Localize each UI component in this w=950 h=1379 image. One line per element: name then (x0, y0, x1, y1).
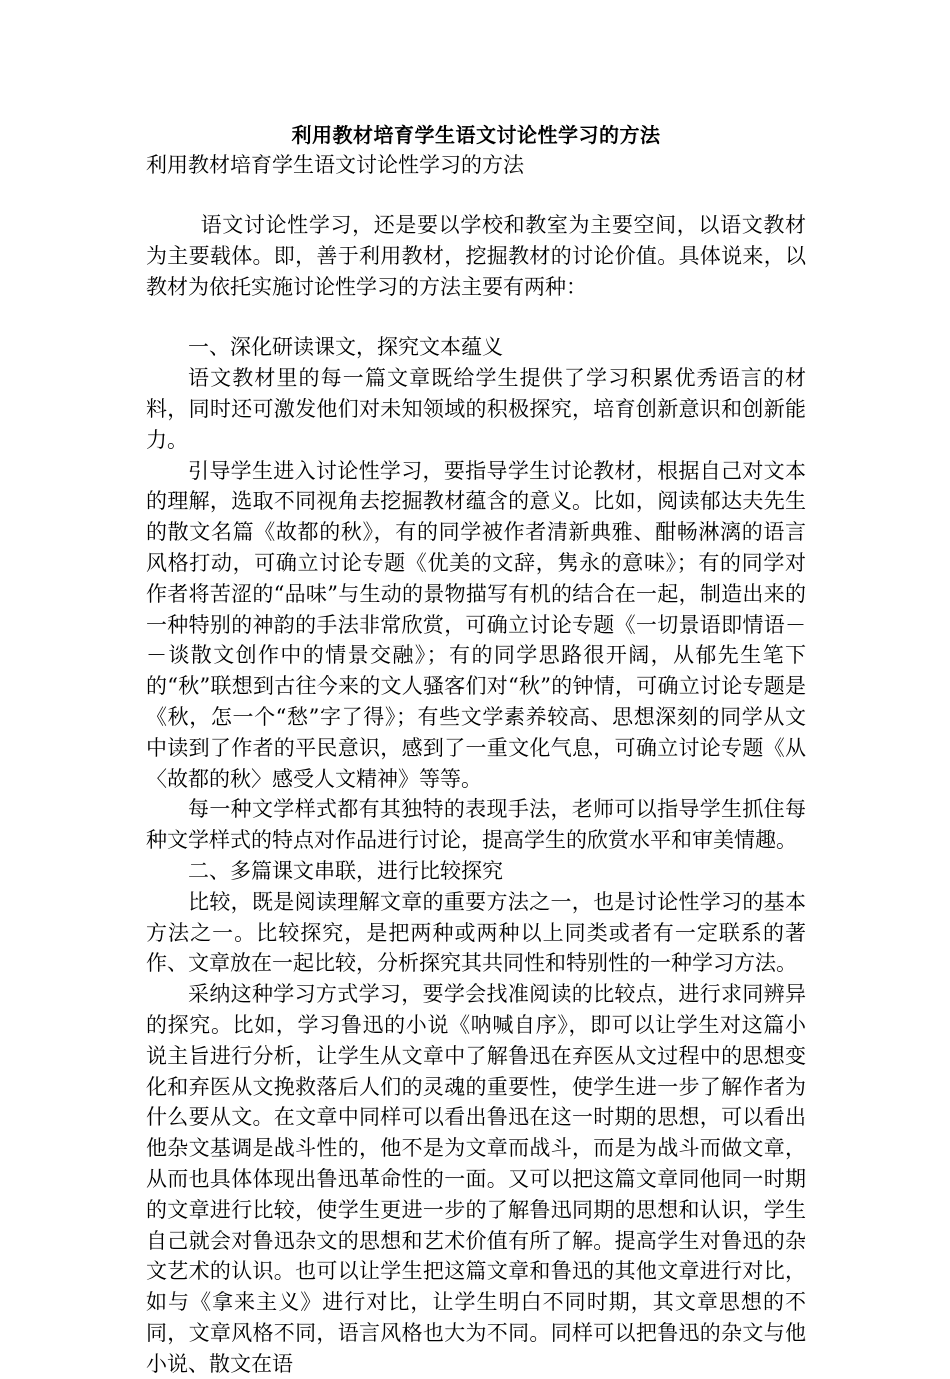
section-heading-1: 一、深化研读课文，探究文本蕴义 (188, 335, 503, 360)
body-paragraph: 语文教材里的每一篇文章既给学生提供了学习积累优秀语言的材料，同时还可激发他们对未知领域的积极探究，培育创新意识和创新能力。 (146, 366, 806, 452)
section-heading-2: 二、多篇课文串联，进行比较探究 (188, 858, 503, 883)
document-title: 利用教材培育学生语文讨论性学习的方法 (291, 123, 661, 147)
blank-line (146, 302, 806, 332)
body-paragraph: 每一种文学样式都有其独特的表现手法，老师可以指导学生抓住每种文学样式的特点对作品进行讨论，提高学生的欣赏水平和审美情趣。 (146, 797, 806, 853)
body-paragraph: 引导学生进入讨论性学习，要指导学生讨论教材，根据自己对文本的理解，选取不同视角去挖掘教材蕴含的意义。比如，阅读郁达夫先生的散文名篇《故都的秋》，有的同学被作者清新典雅、酣畅淋漓的语言风格打动，可确立讨论专题《优美的文辞，隽永的意味》；有的同学对作者将苦涩的“品味”与生动的景物描写有机的结合在一起，制造出来的一种特别的神韵的手法非常欣赏，可确立讨论专题《一切景语即情语－－谈散文创作中的情景交融》；有的同学思路很开阔，从郁先生笔下的“秋”联想到古往今来的文人骚客们对“秋”的钟情，可确立讨论专题是《秋，怎一个“愁”字了得》；有些文学素养较高、思想深刻的同学从文中读到了作者的平民意识，感到了一重文化气息，可确立讨论专题《从〈故都的秋〉感受人文精神》等等。 (146, 458, 806, 791)
intro-paragraph: 语文讨论性学习，还是要以学校和教室为主要空间，以语文教材为主要载体。即，善于利用教材，挖掘教材的讨论价值。具体说来，以教材为依托实施讨论性学习的方法主要有两种： (146, 213, 806, 299)
blank-line (146, 180, 806, 210)
document-page (146, 120, 806, 1379)
body-paragraph: 采纳这种学习方式学习，要学会找准阅读的比较点，进行求同辨异的探究。比如，学习鲁迅的小说《呐喊自序》，即可以让学生对这篇小说主旨进行分析，让学生从文章中了解鲁迅在弃医从文过程中的思想变化和弃医从文挽救落后人们的灵魂的重要性，使学生进一步了解作者为什么要从文。在文章中同样可以看出鲁迅在这一时期的思想，可以看出他杂文基调是战斗性的，他不是为文章而战斗，而是为战斗而做文章，从而也具体体现出鲁迅革命性的一面。又可以把这篇文章同他同一时期的文章进行比较，使学生更进一步的了解鲁迅同期的思想和认识，学生自己就会对鲁迅杂文的思想和艺术价值有所了解。提高学生对鲁迅的杂文艺术的认识。也可以让学生把这篇文章和鲁迅的其他文章进行对比，如与《拿来主义》进行对比，让学生明白不同时期，其文章思想的不同，文章风格不同，语言风格也大为不同。同样可以把鲁迅的杂文与他小说、散文在语 (146, 982, 806, 1376)
body-paragraph: 比较，既是阅读理解文章的重要方法之一，也是讨论性学习的基本方法之一。比较探究，是把两种或两种以上同类或者有一定联系的著作、文章放在一起比较，分析探究其共同性和特别性的一种学习方法。 (146, 889, 806, 976)
document-subtitle: 利用教材培育学生语文讨论性学习的方法 (146, 153, 524, 177)
